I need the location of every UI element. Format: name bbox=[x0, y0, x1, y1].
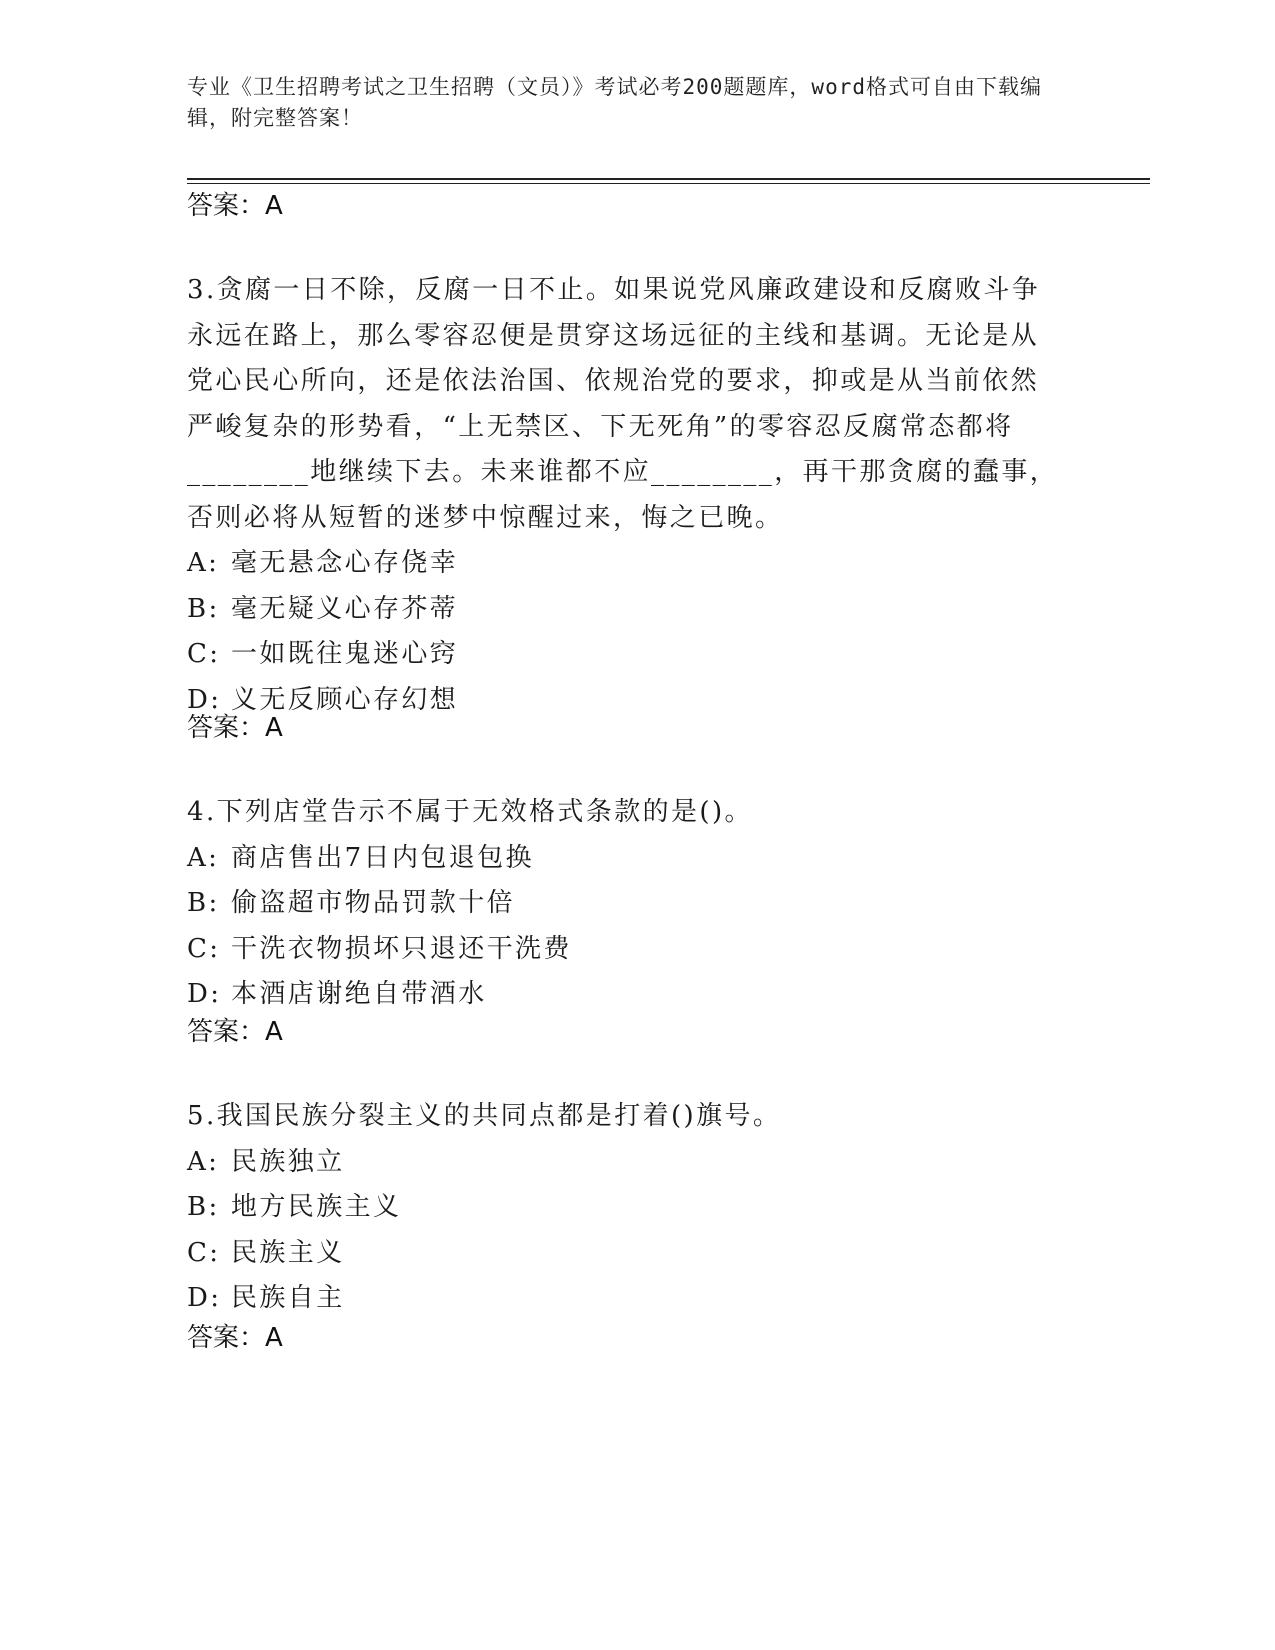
option-c bbox=[187, 632, 1067, 678]
answer-value: A bbox=[265, 713, 283, 743]
option-text: 义无反顾心存幻想 bbox=[231, 684, 459, 715]
option-text: 偷盗超市物品罚款十倍 bbox=[231, 888, 516, 918]
question-3 bbox=[187, 268, 1067, 723]
answer-line bbox=[187, 190, 283, 222]
option-letter: A: bbox=[187, 1146, 220, 1177]
option-letter: A: bbox=[187, 842, 220, 873]
option-letter: D: bbox=[187, 684, 222, 715]
option-a bbox=[187, 541, 1067, 587]
option-letter: B: bbox=[187, 593, 220, 624]
option-text: 本酒店谢绝自带酒水 bbox=[231, 979, 487, 1009]
question-4 bbox=[187, 790, 1067, 1018]
option-d bbox=[187, 678, 1067, 724]
question-text: 5.我国民族分裂主义的共同点都是打着()旗号。 bbox=[187, 1101, 782, 1131]
option-letter: A: bbox=[187, 548, 220, 578]
option-letter: D: bbox=[187, 979, 222, 1009]
answer-label: 答案： bbox=[187, 1323, 266, 1353]
answer-line bbox=[187, 1016, 283, 1048]
option-c bbox=[187, 927, 1067, 973]
header-rule-thin bbox=[187, 183, 1150, 184]
answer-value: A bbox=[265, 191, 283, 221]
option-text: 民族主义 bbox=[231, 1237, 345, 1268]
option-letter: B: bbox=[187, 888, 220, 918]
option-text: 民族自主 bbox=[231, 1283, 345, 1313]
answer-value: A bbox=[265, 1323, 283, 1353]
option-letter: B: bbox=[187, 1192, 220, 1222]
option-letter: C: bbox=[187, 1237, 221, 1268]
answer-label: 答案： bbox=[187, 713, 266, 743]
answer-label: 答案： bbox=[187, 191, 266, 221]
answer-label: 答案： bbox=[187, 1017, 266, 1047]
option-text: 毫无悬念心存侥幸 bbox=[231, 548, 459, 578]
option-b bbox=[187, 1185, 1067, 1231]
option-letter: C: bbox=[187, 933, 221, 964]
option-text: 干洗衣物损坏只退还干洗费 bbox=[231, 933, 572, 964]
document-header: 专业《卫生招聘考试之卫生招聘（文员）》考试必考200题题库，word格式可自由下载编辑，附完整答案！ bbox=[187, 75, 1042, 130]
option-text: 一如既往鬼迷心窍 bbox=[231, 639, 459, 669]
option-text: 民族独立 bbox=[231, 1146, 345, 1177]
answer-value: A bbox=[265, 1017, 283, 1047]
option-letter: C: bbox=[187, 639, 221, 669]
option-a bbox=[187, 836, 1067, 882]
option-b bbox=[187, 587, 1067, 633]
option-b bbox=[187, 881, 1067, 927]
header-rule-thick bbox=[187, 178, 1150, 180]
option-a bbox=[187, 1140, 1067, 1186]
question-5 bbox=[187, 1094, 1067, 1322]
option-letter: D: bbox=[187, 1283, 222, 1313]
question-text: 4.下列店堂告示不属于无效格式条款的是()。 bbox=[187, 797, 753, 827]
option-text: 地方民族主义 bbox=[231, 1192, 402, 1222]
option-text: 毫无疑义心存芥蒂 bbox=[231, 593, 459, 624]
option-d bbox=[187, 972, 1067, 1018]
question-text: 3.贪腐一日不除，反腐一日不止。如果说党风廉政建设和反腐败斗争永远在路上，那么零容忍便是贯穿这场远征的主线和基调。无论是从党心民心所向，还是依法治国、依规治党的要求，抑或是从当前依然严峻复杂的形势看，“上无禁区、下无死角”的零容忍反腐常态都将________地继续下去。未来谁都不应________，再干那贪腐的蠢事，否则必将从短暂的迷梦中惊醒过来，悔之已晚。 bbox=[187, 275, 1059, 533]
option-text: 商店售出7日内包退包换 bbox=[231, 842, 534, 873]
option-c bbox=[187, 1231, 1067, 1277]
answer-line bbox=[187, 712, 283, 744]
option-d bbox=[187, 1276, 1067, 1322]
answer-line bbox=[187, 1322, 283, 1354]
